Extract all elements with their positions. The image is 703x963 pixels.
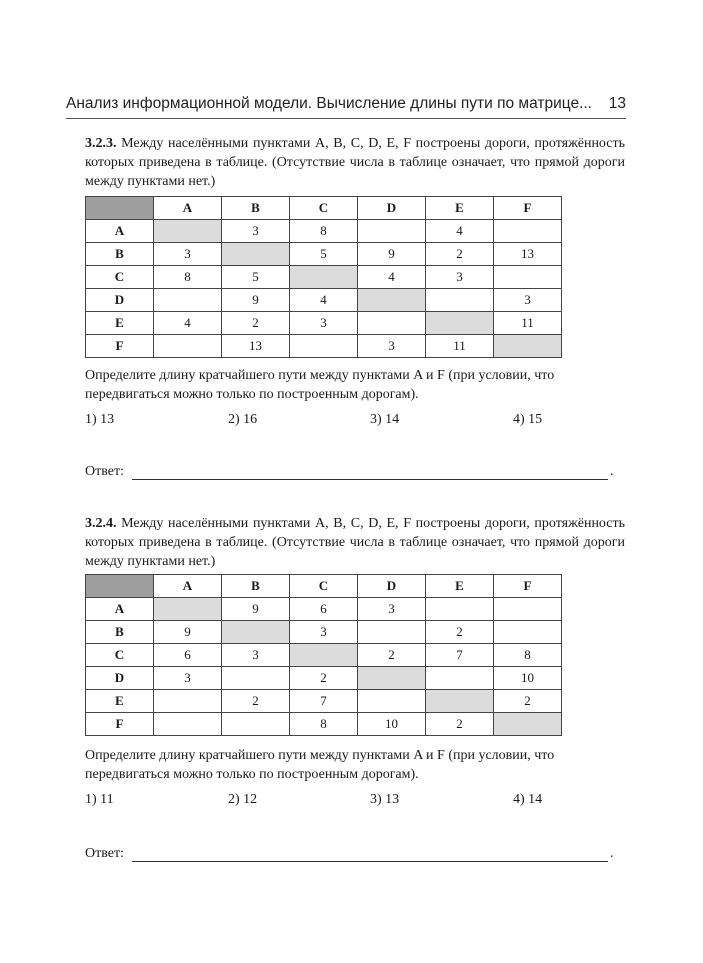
column-header: B bbox=[222, 575, 290, 598]
table-cell: 6 bbox=[290, 598, 358, 621]
option-3[interactable]: 3) 13 bbox=[370, 792, 400, 807]
table-cell: 3 bbox=[290, 621, 358, 644]
diagonal-cell bbox=[154, 598, 222, 621]
table-cell: 7 bbox=[290, 690, 358, 713]
table-cell: 2 bbox=[222, 312, 290, 335]
page-number: 13 bbox=[608, 95, 626, 112]
answer-end: . bbox=[610, 464, 614, 479]
row-header: D bbox=[86, 289, 154, 312]
option-3[interactable]: 3) 14 bbox=[370, 412, 400, 427]
table-row bbox=[86, 335, 562, 358]
table-cell: 4 bbox=[290, 289, 358, 312]
table-cell: 3 bbox=[358, 335, 426, 358]
table-cell bbox=[358, 621, 426, 644]
diagonal-cell bbox=[494, 713, 562, 736]
diagonal-cell bbox=[290, 644, 358, 667]
row-header: E bbox=[86, 312, 154, 335]
column-header: C bbox=[290, 575, 358, 598]
table-cell: 2 bbox=[290, 667, 358, 690]
table-corner-cell bbox=[86, 575, 154, 598]
row-header: C bbox=[86, 266, 154, 289]
table-cell: 3 bbox=[154, 667, 222, 690]
option-1[interactable]: 1) 13 bbox=[85, 412, 115, 427]
option-2[interactable]: 2) 16 bbox=[228, 412, 258, 427]
table-cell: 8 bbox=[290, 220, 358, 243]
table-cell: 7 bbox=[426, 644, 494, 667]
option-2[interactable]: 2) 12 bbox=[228, 792, 258, 807]
table-cell: 4 bbox=[426, 220, 494, 243]
table-cell: 3 bbox=[222, 644, 290, 667]
column-header: E bbox=[426, 197, 494, 220]
problem-number: 3.2.3. bbox=[85, 136, 117, 151]
table-cell bbox=[494, 266, 562, 289]
table-cell: 5 bbox=[290, 243, 358, 266]
table-header-row bbox=[86, 575, 562, 598]
table-cell: 2 bbox=[426, 621, 494, 644]
table-cell: 2 bbox=[494, 690, 562, 713]
diagonal-cell bbox=[154, 220, 222, 243]
diagonal-cell bbox=[426, 690, 494, 713]
distance-table bbox=[85, 574, 562, 736]
table-cell: 4 bbox=[154, 312, 222, 335]
table-cell bbox=[358, 690, 426, 713]
table-cell bbox=[154, 335, 222, 358]
table-row bbox=[86, 713, 562, 736]
table-cell bbox=[426, 667, 494, 690]
table-cell bbox=[154, 713, 222, 736]
problem-text: Между населёнными пунктами A, B, C, D, E, F построены дороги, протяжённость которых приведена в таблице. (Отсутствие числа в таблице означает, что прямой дороги между пунктами нет.) bbox=[85, 516, 625, 569]
table-cell: 3 bbox=[358, 598, 426, 621]
table-cell bbox=[222, 713, 290, 736]
table-cell bbox=[222, 667, 290, 690]
table-cell bbox=[154, 289, 222, 312]
column-header: A bbox=[154, 575, 222, 598]
table-cell: 3 bbox=[494, 289, 562, 312]
table-cell bbox=[358, 312, 426, 335]
table-cell bbox=[426, 289, 494, 312]
table-cell: 9 bbox=[154, 621, 222, 644]
question-text: Определите длину кратчайшего пути между пунктами A и F (при условии, что передвигаться можно только по построенным дорогам). bbox=[85, 368, 555, 402]
row-header: A bbox=[86, 220, 154, 243]
diagonal-cell bbox=[358, 289, 426, 312]
answer-label: Ответ: bbox=[85, 464, 124, 479]
table-cell bbox=[494, 598, 562, 621]
table-header-row bbox=[86, 197, 562, 220]
table-cell: 3 bbox=[154, 243, 222, 266]
table-cell: 3 bbox=[290, 312, 358, 335]
row-header: C bbox=[86, 644, 154, 667]
problem-number: 3.2.4. bbox=[85, 516, 117, 531]
diagonal-cell bbox=[426, 312, 494, 335]
answer-blank[interactable] bbox=[132, 479, 608, 480]
problem-3-2-3 bbox=[85, 134, 625, 479]
row-header: A bbox=[86, 598, 154, 621]
answer-label: Ответ: bbox=[85, 846, 124, 861]
column-header: D bbox=[358, 197, 426, 220]
row-header: D bbox=[86, 667, 154, 690]
table-cell: 4 bbox=[358, 266, 426, 289]
table-row bbox=[86, 667, 562, 690]
distance-table bbox=[85, 196, 562, 358]
table-row bbox=[86, 266, 562, 289]
table-row bbox=[86, 690, 562, 713]
table-cell: 9 bbox=[222, 598, 290, 621]
answer-blank[interactable] bbox=[132, 861, 608, 862]
table-row bbox=[86, 220, 562, 243]
table-cell: 8 bbox=[494, 644, 562, 667]
diagonal-cell bbox=[358, 667, 426, 690]
table-cell: 13 bbox=[494, 243, 562, 266]
table-row bbox=[86, 243, 562, 266]
table-cell: 13 bbox=[222, 335, 290, 358]
column-header: C bbox=[290, 197, 358, 220]
table-cell: 10 bbox=[358, 713, 426, 736]
table-cell: 3 bbox=[426, 266, 494, 289]
row-header: B bbox=[86, 243, 154, 266]
table-cell: 8 bbox=[290, 713, 358, 736]
table-cell bbox=[290, 335, 358, 358]
row-header: F bbox=[86, 713, 154, 736]
option-4[interactable]: 4) 15 bbox=[513, 412, 543, 427]
problem-3-2-4 bbox=[85, 514, 625, 861]
row-header: B bbox=[86, 621, 154, 644]
table-row bbox=[86, 621, 562, 644]
diagonal-cell bbox=[494, 335, 562, 358]
diagonal-cell bbox=[222, 243, 290, 266]
column-header: F bbox=[494, 197, 562, 220]
option-1[interactable]: 1) 11 bbox=[85, 792, 114, 807]
table-cell: 10 bbox=[494, 667, 562, 690]
table-cell: 9 bbox=[222, 289, 290, 312]
option-4[interactable]: 4) 14 bbox=[513, 792, 543, 807]
table-cell: 2 bbox=[426, 713, 494, 736]
table-cell: 8 bbox=[154, 266, 222, 289]
table-cell: 3 bbox=[222, 220, 290, 243]
question-text: Определите длину кратчайшего пути между пунктами A и F (при условии, что передвигаться можно только по построенным дорогам). bbox=[85, 748, 555, 782]
table-row bbox=[86, 644, 562, 667]
table-cell bbox=[494, 621, 562, 644]
table-cell: 5 bbox=[222, 266, 290, 289]
running-title: Анализ информационной модели. Вычисление длины пути по матрице... bbox=[66, 95, 592, 112]
column-header: E bbox=[426, 575, 494, 598]
table-cell: 2 bbox=[222, 690, 290, 713]
diagonal-cell bbox=[222, 621, 290, 644]
problem-statement bbox=[85, 514, 625, 571]
row-header: E bbox=[86, 690, 154, 713]
answer-end: . bbox=[610, 846, 614, 861]
table-cell bbox=[154, 690, 222, 713]
table-cell: 11 bbox=[426, 335, 494, 358]
table-cell bbox=[426, 598, 494, 621]
column-header: B bbox=[222, 197, 290, 220]
table-cell bbox=[494, 220, 562, 243]
diagonal-cell bbox=[290, 266, 358, 289]
row-header: F bbox=[86, 335, 154, 358]
table-cell: 9 bbox=[358, 243, 426, 266]
problem-statement bbox=[85, 134, 625, 191]
table-corner-cell bbox=[86, 197, 154, 220]
table-cell: 2 bbox=[358, 644, 426, 667]
header-rule bbox=[66, 118, 626, 119]
table-row bbox=[86, 289, 562, 312]
table-row bbox=[86, 312, 562, 335]
column-header: D bbox=[358, 575, 426, 598]
table-row bbox=[86, 598, 562, 621]
column-header: F bbox=[494, 575, 562, 598]
problem-text: Между населёнными пунктами A, B, C, D, E, F построены дороги, протяжённость которых приведена в таблице. (Отсутствие числа в таблице означает, что прямой дороги между пунктами нет.) bbox=[85, 136, 625, 189]
table-cell: 2 bbox=[426, 243, 494, 266]
table-cell: 11 bbox=[494, 312, 562, 335]
table-cell bbox=[358, 220, 426, 243]
table-cell: 6 bbox=[154, 644, 222, 667]
column-header: A bbox=[154, 197, 222, 220]
